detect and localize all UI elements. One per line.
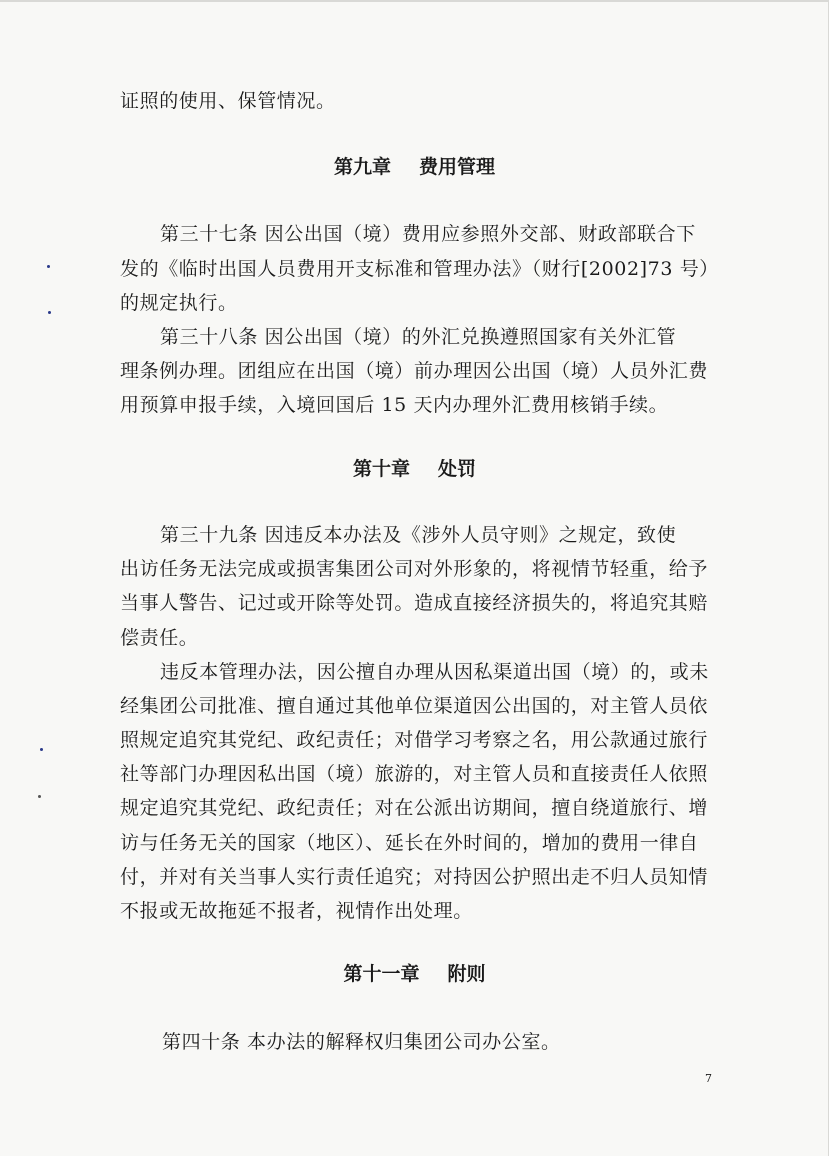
chapter-number: 第九章 <box>333 156 391 178</box>
scan-speck <box>48 311 51 314</box>
chapter-heading <box>0 962 829 986</box>
article-38-line: 用预算申报手续，入境回国后 15 天内办理外汇费用核销手续。 <box>120 394 669 416</box>
chapter-number: 第十一章 <box>343 963 420 985</box>
scan-speck <box>40 748 43 751</box>
violation-paragraph-line: 访与任务无关的国家（地区）、延长在外时间的，增加的费用一律自 <box>120 832 699 854</box>
article-39-line: 出访任务无法完成或损害集团公司对外形象的，将视情节轻重，给予 <box>120 558 709 580</box>
article-39-line: 偿责任。 <box>120 627 199 649</box>
violation-paragraph-line: 经集团公司批准、擅自通过其他单位渠道因公出国的，对主管人员依 <box>120 695 709 717</box>
article-38-line: 理条例办理。团组应在出国（境）前办理因公出国（境）人员外汇费 <box>120 360 709 382</box>
chapter-heading <box>0 457 829 481</box>
scan-edge-top <box>0 0 829 2</box>
violation-paragraph-line: 社等部门办理因私出国（境）旅游的，对主管人员和直接责任人依照 <box>120 763 709 785</box>
article-37-line: 发的《临时出国人员费用开支标准和管理办法》（财行[2002]73 号） <box>120 258 719 280</box>
scan-speck <box>47 265 50 268</box>
article-39-line: 当事人警告、记过或开除等处罚。造成直接经济损失的，将追究其赔 <box>120 592 709 614</box>
violation-paragraph-line: 照规定追究其党纪、政纪责任；对借学习考察之名，用公款通过旅行 <box>120 729 709 751</box>
article-40-line: 第四十条 本办法的解释权归集团公司办公室。 <box>162 1031 561 1053</box>
chapter-title: 附则 <box>447 963 486 985</box>
paragraph-line: 证照的使用、保管情况。 <box>120 90 336 112</box>
chapter-number: 第十章 <box>352 458 410 480</box>
article-37-line: 的规定执行。 <box>120 292 238 314</box>
article-38-line: 第三十八条 因公出国（境）的外汇兑换遵照国家有关外汇管 <box>160 326 677 348</box>
violation-paragraph-line: 规定追究其党纪、政纪责任；对在公派出访期间，擅自绕道旅行、增 <box>120 797 709 819</box>
chapter-title: 处罚 <box>438 458 477 480</box>
violation-paragraph-line: 违反本管理办法，因公擅自办理从因私渠道出国（境）的，或未 <box>160 661 709 683</box>
violation-paragraph-line: 付，并对有关当事人实行责任追究；对持因公护照出走不归人员知情 <box>120 866 709 888</box>
page-number: 7 <box>705 1072 712 1085</box>
chapter-title: 费用管理 <box>419 156 496 178</box>
scan-speck <box>38 795 41 798</box>
article-37-line: 第三十七条 因公出国（境）费用应参照外交部、财政部联合下 <box>160 223 696 245</box>
chapter-heading <box>0 155 829 179</box>
article-39-line: 第三十九条 因违反本办法及《涉外人员守则》之规定，致使 <box>160 524 677 546</box>
violation-paragraph-line: 不报或无故拖延不报者，视情作出处理。 <box>120 900 473 922</box>
